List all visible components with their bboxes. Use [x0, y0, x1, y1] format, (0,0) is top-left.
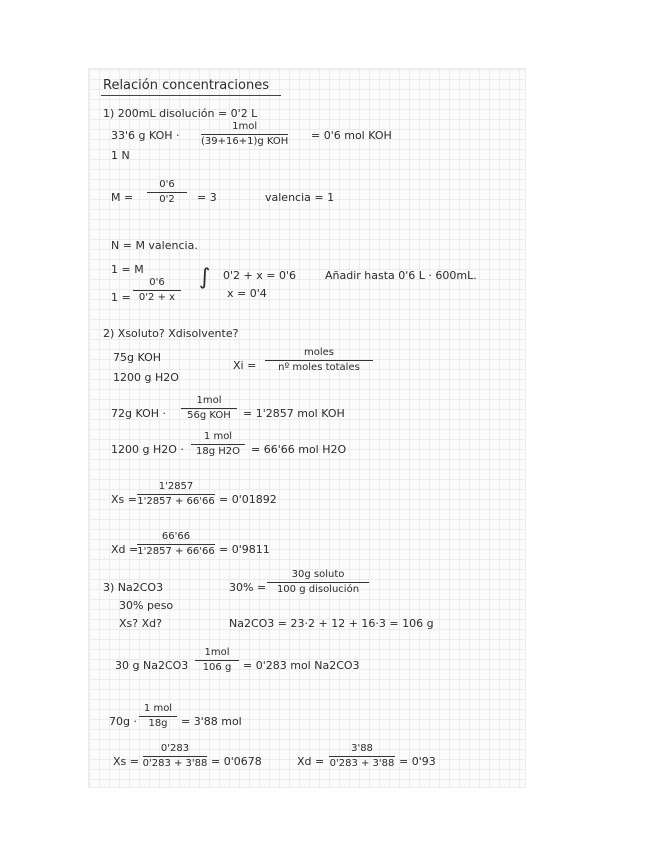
p3-xd-fraction: [329, 743, 395, 770]
p1-conv-num: 1mol: [232, 121, 258, 132]
p2-c2-result: = 66'66 mol H2O: [251, 443, 347, 456]
p2-c1-den: 56g KOH: [187, 410, 231, 421]
p2-c2-fraction: [191, 431, 245, 458]
p2-xd-result: = 0'9811: [219, 543, 270, 556]
p1-one-n: 1 N: [111, 149, 130, 162]
p1-conv-prefix: 33'6 g KOH ·: [111, 129, 180, 142]
p3-pct-den: 100 g disolución: [276, 584, 360, 595]
p2-c1-fraction: [181, 395, 237, 422]
p2-c1-prefix: 72g KOH ·: [111, 407, 167, 420]
p1-frac2-num: 0'6: [149, 277, 165, 288]
p3-c2-fraction: [139, 703, 177, 730]
p1-anadir: Añadir hasta 0'6 L · 600mL.: [325, 269, 477, 282]
p3-xs-prefix: Xs =: [113, 755, 139, 768]
p2-xs-result: = 0'01892: [219, 493, 277, 506]
p1-conv-den: (39+16+1)g KOH: [201, 136, 289, 147]
p3-c2-den: 18g: [148, 718, 168, 729]
p2-xi-num: moles: [304, 347, 334, 358]
p1-m-prefix: M =: [111, 191, 134, 204]
p3-pct-num: 30g soluto: [291, 569, 345, 580]
p2-xd-den: 1'2857 + 66'66: [137, 546, 215, 557]
p2-xs-prefix: Xs =: [111, 493, 137, 506]
system-brace-icon: ∫: [199, 265, 211, 290]
p3-xs-num: 0'283: [160, 743, 190, 754]
p2-xd-fraction: [137, 531, 215, 558]
p3-percent: 30% peso: [119, 599, 174, 612]
p2-koh: 75g KOH: [113, 351, 162, 364]
p3-xd-prefix: Xd =: [297, 755, 325, 768]
p3-c2-num: 1 mol: [143, 703, 173, 714]
p3-pct-fraction: [267, 569, 369, 596]
p3-xd-result: = 0'93: [399, 755, 436, 768]
p3-c1-den: 106 g: [202, 662, 232, 673]
p1-n-equation: N = M valencia.: [111, 239, 198, 252]
p1-frac2-prefix: 1 =: [111, 291, 131, 304]
p3-xs-den: 0'283 + 3'88: [142, 758, 208, 769]
p3-c1-fraction: [195, 647, 239, 674]
p2-c1-result: = 1'2857 mol KOH: [243, 407, 345, 420]
p2-xi-prefix: Xi =: [233, 359, 257, 372]
p1-conv-fraction: [201, 121, 288, 148]
p3-c1-prefix: 30 g Na2CO3: [115, 659, 189, 672]
p1-valencia: valencia = 1: [265, 191, 335, 204]
p3-c2-result: = 3'88 mol: [181, 715, 242, 728]
p3-heading: 3) Na2CO3: [103, 581, 164, 594]
p3-c1-num: 1mol: [204, 647, 230, 658]
p1-m-fraction: [147, 179, 187, 206]
title-underline: [101, 95, 281, 96]
p1-m-result: = 3: [197, 191, 217, 204]
p3-c1-result: = 0'283 mol Na2CO3: [243, 659, 360, 672]
p2-xs-num: 1'2857: [158, 481, 194, 492]
p2-xi-fraction: [265, 347, 373, 374]
notebook-page: [88, 68, 526, 788]
p1-m-den: 0'2: [159, 194, 175, 205]
p2-c2-den: 18g H2O: [195, 446, 240, 457]
p2-xd-prefix: Xd =: [111, 543, 139, 556]
p1-system-eq2: x = 0'4: [227, 287, 267, 300]
p2-water: 1200 g H2O: [113, 371, 179, 384]
p2-heading: 2) Xsoluto? Xdisolvente?: [103, 327, 239, 340]
p3-xs-xd: Xs? Xd?: [119, 617, 162, 630]
p2-xs-fraction: [137, 481, 215, 508]
p2-c1-num: 1mol: [196, 395, 222, 406]
p1-m-num: 0'6: [159, 179, 175, 190]
p3-xd-num: 3'88: [351, 743, 373, 754]
p1-frac2-den: 0'2 + x: [138, 292, 176, 303]
p1-conv-result: = 0'6 mol KOH: [311, 129, 392, 142]
p1-system-eq1: 0'2 + x = 0'6: [223, 269, 296, 282]
p2-xs-den: 1'2857 + 66'66: [137, 496, 215, 507]
p3-c2-prefix: 70g ·: [109, 715, 137, 728]
p2-c2-num: 1 mol: [203, 431, 233, 442]
p3-xd-den: 0'283 + 3'88: [329, 758, 395, 769]
p2-xd-num: 66'66: [161, 531, 191, 542]
p2-xi-den: nº moles totales: [278, 362, 360, 373]
p2-c2-prefix: 1200 g H2O ·: [111, 443, 184, 456]
p3-pct-prefix: 30% =: [229, 581, 267, 594]
p3-molar-mass: Na2CO3 = 23·2 + 12 + 16·3 = 106 g: [229, 617, 434, 630]
p3-xs-fraction: [143, 743, 207, 770]
page-title: Relación concentraciones: [103, 78, 269, 93]
p1-volume: 1) 200mL disolución = 0'2 L: [103, 107, 258, 120]
p1-one-m: 1 = M: [111, 263, 144, 276]
p1-frac2: [133, 277, 181, 304]
p3-xs-result: = 0'0678: [211, 755, 262, 768]
